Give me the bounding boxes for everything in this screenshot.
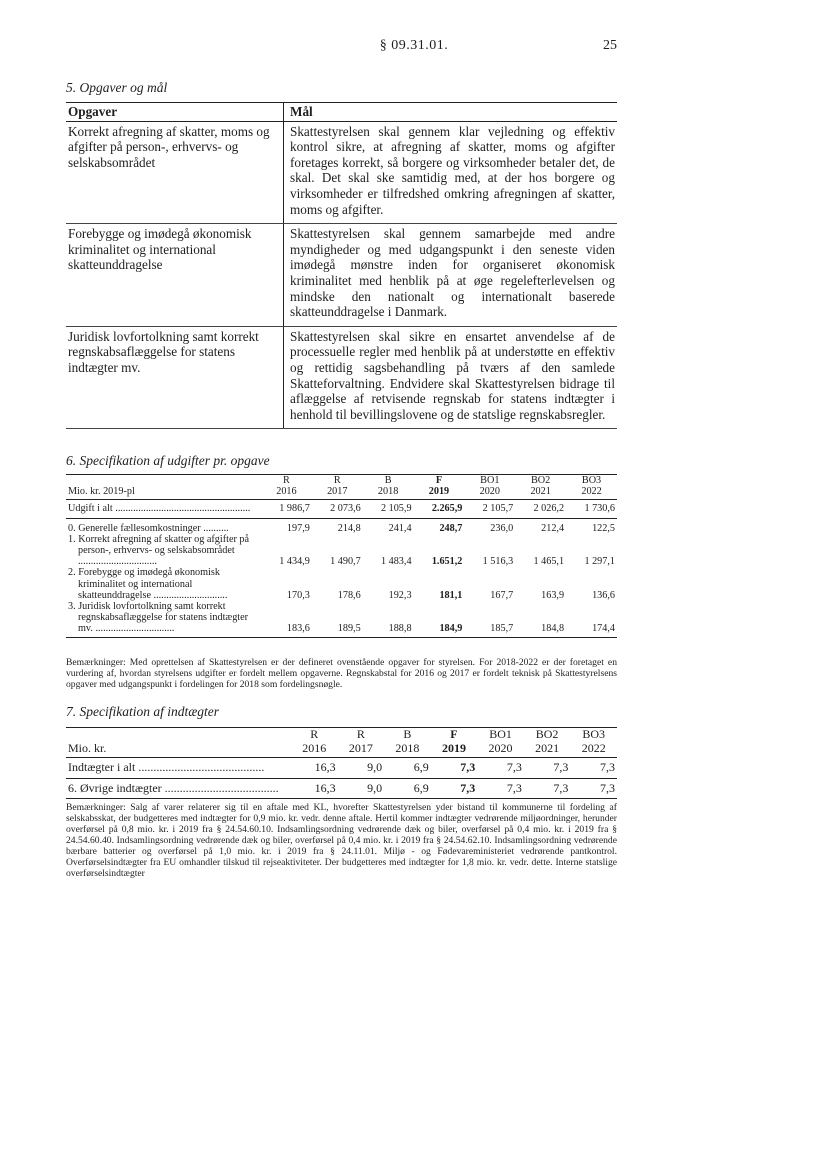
table-row-total: Udgift i alt ..................................................... 1 986,7 2 073,6 2 105,9 2.265,9 2 105,7 2 026,2 1 730,6 xyxy=(66,500,617,518)
column-header: F 2019 xyxy=(431,728,478,758)
table-row xyxy=(66,326,617,429)
table-row: 6. Øvrige indtægter ...................................... 16,3 9,0 6,9 7,3 7,3 7,3 7,3 xyxy=(66,778,617,799)
column-header: B 2018 xyxy=(384,728,431,758)
column-header-tasks: Opgaver xyxy=(66,103,284,122)
section6-title: 6. Specifikation af udgifter pr. opgave xyxy=(66,453,270,468)
column-header: BO3 2022 xyxy=(570,728,617,758)
section5-title: 5. Opgaver og mål xyxy=(66,80,168,95)
table-row: 0. Generelle fællesomkostninger .......... 197,9 214,8 241,4 248,7 236,0 212,4 122,5 xyxy=(68,522,615,534)
table-row: 2. Forebygge og imødegå økonomisk kriminalitet og international skatteunddragelse ............................. 170,3 178,6 192,3 181,1 167,7 163,9 136,6 xyxy=(68,567,615,601)
column-header: BO1 2020 xyxy=(477,728,524,758)
column-header: F 2019 xyxy=(414,475,465,500)
table-row-total: Indtægter i alt .......................................... 16,3 9,0 6,9 7,3 7,3 7,3 7,3 xyxy=(66,758,617,779)
page-number: 25 xyxy=(603,38,617,53)
column-header: BO3 2022 xyxy=(566,475,617,500)
goal-cell: Skattestyrelsen skal gennem samarbejde med andre myndigheder og med udgangspunkt i den seneste viden imødegå mønstre inden for organiseret økonomisk kriminalitet med henblik på at øge regelefterlevelsen og mindske den nationalt og internationalt baserede skatteunddragelse i Danmark. xyxy=(284,224,618,327)
table-row: 1. Korrekt afregning af skatter og afgifter på person-, erhvervs- og selskabsområdet ............................... 1 434,9 1 490,7 1 483,4 1.651,2 1 516,3 1 465,1 1 297,1 xyxy=(68,533,615,568)
unit-label: Mio. kr. xyxy=(66,728,291,758)
goal-cell: Skattestyrelsen skal sikre en ensartet anvendelse af de processuelle regler med henblik på at understøtte en effektiv og rettidig sagsbehandling på tværs af den samlede Skatteforvaltning. Endvidere skal Skattestyrelsen bidrage til aflæggelse af retvisende regnskab for statens indtægter i henhold til bevillingslovene og de statslige regnskabsregler. xyxy=(284,326,618,429)
unit-label: Mio. kr. 2019-pl xyxy=(66,475,261,500)
column-header: BO1 2020 xyxy=(464,475,515,500)
section7-title: 7. Specifikation af indtægter xyxy=(66,704,219,719)
column-header: R 2016 xyxy=(291,728,338,758)
task-cell: Forebygge og imødegå økonomisk kriminalitet og international skatteunddragelse xyxy=(66,224,284,327)
table-row: 3. Juridisk lovfortolkning samt korrekt regnskabsaflæggelse for statens indtægter mv. ............................... 183,6 189,5 188,8 184,9 185,7 184,8 174,4 xyxy=(66,601,617,637)
column-header-goals: Mål xyxy=(284,103,618,122)
section6-note: Bemærkninger: Med oprettelsen af Skattestyrelsen er der defineret ovenstående opgaver for styrelsen. For 2018-2022 er der foretaget en vurdering af, hvordan styrelsens udgifter er fordelt mellem opgaverne. Regnskabstal for 2016 og 2017 er fordelt teknisk på Skattestyrelsens opgaver med udgangspunkt i fordelingen for 2018 som fordelingsnøgle. xyxy=(66,657,617,690)
expense-table xyxy=(66,474,617,638)
table-row xyxy=(66,224,617,327)
column-header: BO2 2021 xyxy=(524,728,571,758)
column-header: BO2 2021 xyxy=(515,475,566,500)
section7-note: Bemærkninger: Salg af varer relaterer sig til en aftale med KL, hvorefter Skattestyrelsen yder bistand til kommunerne til fordeling af selskabsskat, der budgetteres med indtægter for 0,9 mio. kr. vedr. denne aftale. Hertil kommer indtægter vedrørende miljøordninger, herunder overførsel på 0,8 mio. kr. i 2019 fra § 24.54.60.10. Indsamlingsordning vedrørende dæk og biler, overførsel på 0,4 mio. kr. i 2019 fra § 24.54.60.40. Indsamlingsordning vedrørende dæk og biler, overførsel på 0,4 mio. kr. i 2019 fra § 24.54.62.10. Indsamlingsordning vedrørende bærbare batterier og overførsel på 1,0 mio. kr. i 2019 fra § 24.11.01. Miljø - og Fødevareministeriet vedrørende pantkontrol. Overførselsindtægter fra EU omhandler tilskud til rejseaktiviteter. Der budgetteres med indtægter for 1,8 mio. kr. vedr. dette. Interne statslige overførselsindtægter xyxy=(66,802,617,879)
column-header: B 2018 xyxy=(363,475,414,500)
task-cell: Juridisk lovfortolkning samt korrekt regnskabsaflæggelse for statens indtægter mv. xyxy=(66,326,284,429)
section-reference: § 09.31.01. xyxy=(379,38,449,53)
column-header: R 2017 xyxy=(312,475,363,500)
goal-cell: Skattestyrelsen skal gennem klar vejledning og effektiv kontrol sikre, at afregning af skatter, moms og afgifter foretages korrekt, så borgere og virksomheder betaler det, de skal. Det skal ske samtidig med, at der hos borgere og virksomheder er tilfredshed omkring afregningen af skatter, moms og afgifter. xyxy=(284,121,618,224)
income-table xyxy=(66,727,617,799)
task-cell: Korrekt afregning af skatter, moms og afgifter på person-, erhvervs- og selskabsområdet xyxy=(66,121,284,224)
table-row xyxy=(66,121,617,224)
tasks-goals-table xyxy=(66,102,617,429)
column-header: R 2016 xyxy=(261,475,312,500)
column-header: R 2017 xyxy=(338,728,385,758)
